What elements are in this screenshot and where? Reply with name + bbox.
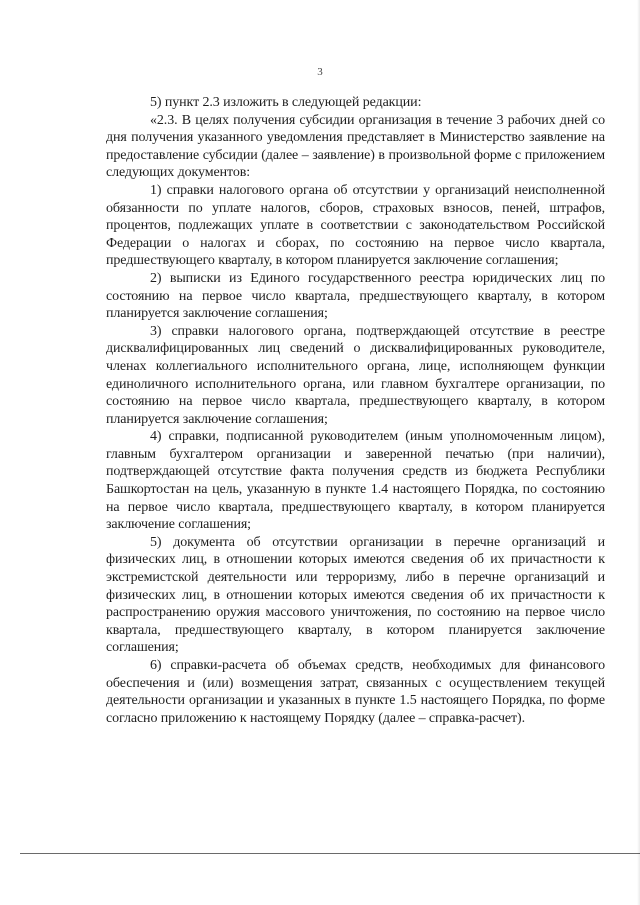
page-number: 3 <box>317 66 323 78</box>
paragraph-subitem-5: 5) документа об отсутствии организации в перечне организаций и физических лиц, в отношении которых имеются сведения об их причастности к экстремистской деятельности или терроризму, либо в перечне организаций и физических лиц, в отношении которых имеются сведения об их причастности к распространению оружия массового уничтожения, по состоянию на первое число квартала, предшествующего кварталу, в котором планируется заключение соглашения; <box>106 534 605 656</box>
paragraph-item-5: 5) пункт 2.3 изложить в следующей редакции: <box>150 95 422 110</box>
footer-divider <box>20 853 640 854</box>
document-body <box>106 94 605 727</box>
paragraph-subitem-6: 6) справки-расчета об объемах средств, необходимых для финансового обеспечения и (или) возмещения затрат, связанных с осуществлением текущей деятельности организации и указанных в пункте 1.5 настоящего Порядка, по форме согласно приложению к настоящему Порядку (далее – справка-расчет). <box>106 658 605 726</box>
paragraph-subitem-4: 4) справки, подписанной руководителем (иным уполномоченным лицом), главным бухгалтером организации и заверенной печатью (при наличии), подтверждающей отсутствие факта получения средств из бюджета Республики Башкортостан на цель, указанную в пункте 1.4 настоящего Порядка, по состоянию на первое число квартала, предшествующего кварталу, в котором планируется заключение соглашения; <box>106 429 605 533</box>
paragraph-clause-2-3: «2.3. В целях получения субсидии организация в течение 3 рабочих дней со дня получения указанного уведомления представляет в Министерство заявление на предоставление субсидии (далее – заявление) в произвольной форме с приложением следующих документов: <box>106 112 605 181</box>
paragraph-subitem-2: 2) выписки из Единого государственного реестра юридических лиц по состоянию на первое число квартала, предшествующего кварталу, в котором планируется заключение соглашения; <box>106 270 605 322</box>
paragraph-subitem-3: 3) справки налогового органа, подтверждающей отсутствие в реестре дисквалифицированных лиц сведений о дисквалифицированных руководителе, членах коллегиального исполнительного органа, лице, исполняющем функции единоличного исполнительного органа, или главном бухгалтере организации, по состоянию на первое число квартала, предшествующего кварталу, в котором планируется заключение соглашения; <box>106 323 605 427</box>
paragraph-subitem-1: 1) справки налогового органа об отсутствии у организаций неисполненной обязанности по уплате налогов, сборов, страховых взносов, пеней, штрафов, процентов, подлежащих уплате в соответствии с законодательством Российской Федерации о налогах и сборах, по состоянию на первое число квартала, предшествующего кварталу, в котором планируется заключение соглашения; <box>106 182 605 269</box>
